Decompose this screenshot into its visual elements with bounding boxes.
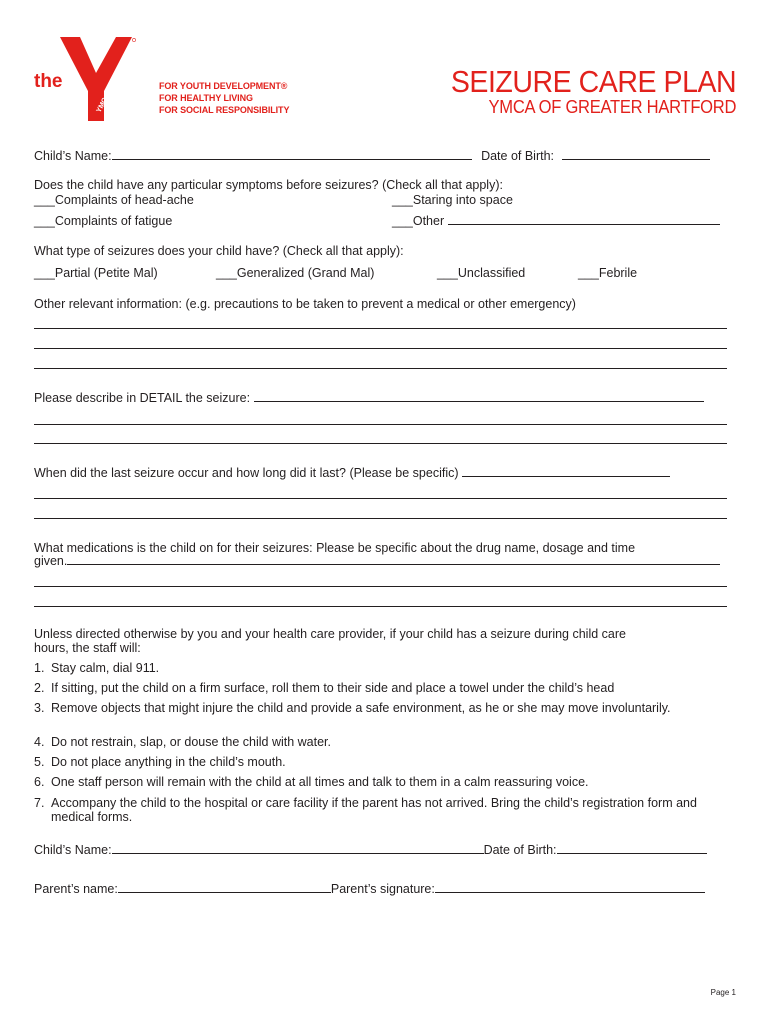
symptom-other-field[interactable] (448, 214, 720, 225)
instructions-intro-1: Unless directed otherwise by you and your health care provider, if your child has a seizure during child care (34, 627, 626, 641)
symptom-option-fatigue[interactable]: ___Complaints of fatigue (34, 214, 173, 228)
list-item (34, 701, 691, 715)
last-seizure-line-3[interactable] (34, 518, 727, 519)
footer-childs-name-row (34, 843, 707, 858)
describe-field[interactable] (254, 391, 704, 402)
symptom-option-other-row (392, 214, 720, 229)
svg-text:YMCA: YMCA (95, 92, 112, 114)
symptoms-question: Does the child have any particular symptoms before seizures? (Check all that apply): (34, 178, 503, 192)
list-item-text: Do not place anything in the child’s mouth. (51, 755, 286, 769)
list-item (34, 681, 731, 695)
list-item (34, 796, 731, 824)
tagline-youth: FOR YOUTH DEVELOPMENT® (159, 81, 288, 91)
describe-line-2[interactable] (34, 424, 727, 425)
list-item (34, 775, 731, 789)
dob-label: Date of Birth: (481, 149, 555, 163)
list-item-number: 4. (34, 735, 45, 749)
footer-dob-label: Date of Birth: (483, 843, 557, 857)
childs-name-label: Child’s Name: (34, 149, 112, 163)
list-item (34, 661, 731, 675)
list-item-number: 3. (34, 701, 45, 715)
list-item-text: Accompany the child to the hospital or care facility if the parent has not arrived. Bring the child’s registration form and medical forms. (51, 796, 697, 824)
list-item (34, 755, 731, 769)
childs-name-row (34, 149, 710, 164)
parents-signature-label: Parent’s signature: (330, 882, 435, 896)
childs-name-field[interactable] (112, 149, 472, 160)
type-option-unclassified[interactable]: ___Unclassified (437, 266, 526, 280)
medications-row (34, 554, 720, 569)
page-title: SEIZURE CARE PLAN (450, 64, 736, 99)
type-option-generalized[interactable]: ___Generalized (Grand Mal) (216, 266, 375, 280)
symptom-option-other[interactable]: ___Other (392, 214, 445, 228)
medications-line-3[interactable] (34, 606, 727, 607)
medications-question-2: given. (34, 554, 68, 568)
footer-childs-name-label: Child’s Name: (34, 843, 112, 857)
list-item-number: 1. (34, 661, 45, 675)
medications-question-1: What medications is the child on for their seizures: Please be specific about the drug name, dosage and time (34, 541, 636, 555)
page-number: Page 1 (710, 988, 736, 997)
page-subtitle: YMCA OF GREATER HARTFORD (488, 97, 736, 117)
ymca-y-logo-icon (34, 33, 144, 123)
symptom-option-staring[interactable]: ___Staring into space (392, 193, 513, 207)
last-seizure-question: When did the last seizure occur and how long did it last? (Please be specific) (34, 466, 459, 480)
describe-question: Please describe in DETAIL the seizure: (34, 391, 251, 405)
medications-field[interactable] (67, 554, 720, 565)
list-item-text: If sitting, put the child on a firm surface, roll them to their side and place a towel under the child’s head (51, 681, 615, 695)
instructions-intro-2: hours, the staff will: (34, 641, 141, 655)
list-item-number: 2. (34, 681, 45, 695)
list-item-text: One staff person will remain with the child at all times and talk to them in a calm reassuring voice. (51, 775, 589, 789)
other-info-line-3[interactable] (34, 368, 727, 369)
list-item-number: 5. (34, 755, 45, 769)
other-info-line-1[interactable] (34, 328, 727, 329)
types-question: What type of seizures does your child have? (Check all that apply): (34, 244, 404, 258)
parents-name-field[interactable] (118, 882, 331, 893)
parents-signature-field[interactable] (435, 882, 705, 893)
footer-dob-field[interactable] (557, 843, 707, 854)
last-seizure-line-2[interactable] (34, 498, 727, 499)
parent-row (34, 882, 705, 897)
tagline-healthy: FOR HEALTHY LIVING (159, 93, 253, 103)
medications-line-2[interactable] (34, 586, 727, 587)
symptom-option-headache[interactable]: ___Complaints of head-ache (34, 193, 194, 207)
parents-name-label: Parent’s name: (34, 882, 118, 896)
other-info-line-2[interactable] (34, 348, 727, 349)
type-option-febrile[interactable]: ___Febrile (578, 266, 638, 280)
svg-text:the: the (34, 71, 63, 92)
describe-row (34, 391, 704, 406)
last-seizure-field[interactable] (462, 466, 670, 477)
other-info-question: Other relevant information: (e.g. precautions to be taken to prevent a medical or other emergency) (34, 297, 576, 311)
describe-line-3[interactable] (34, 443, 727, 444)
type-option-partial[interactable]: ___Partial (Petite Mal) (34, 266, 158, 280)
tagline-social: FOR SOCIAL RESPONSIBILITY (159, 105, 290, 115)
last-seizure-row (34, 466, 670, 481)
dob-field[interactable] (562, 149, 710, 160)
list-item-number: 6. (34, 775, 45, 789)
list-item-text: Stay calm, dial 911. (51, 661, 160, 675)
list-item-text: Do not restrain, slap, or douse the child with water. (51, 735, 332, 749)
list-item-text: Remove objects that might injure the child and provide a safe environment, as he or she may move involuntarily. (51, 701, 671, 715)
list-item (34, 735, 731, 749)
list-item-number: 7. (34, 796, 45, 810)
footer-childs-name-field[interactable] (112, 843, 484, 854)
